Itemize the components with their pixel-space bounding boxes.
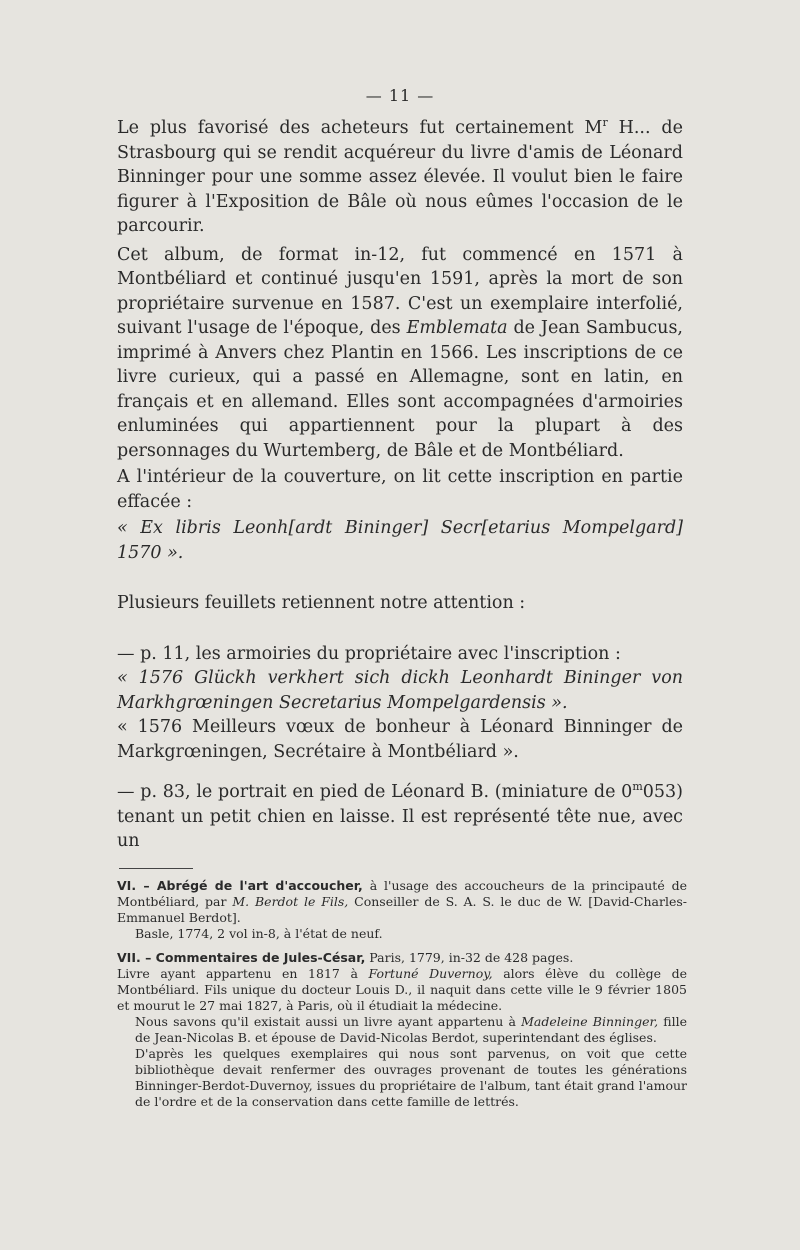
note-vi: VI. – Abrégé de l'art d'accoucher, à l'usage des accoucheurs de la principauté de Montbéliard, par M. Berdot le Fils, Conseiller de S. A. S. le duc de W. [David-Charles-Emmanuel Berdot]. — [117, 878, 688, 925]
translation-quote: « 1576 Meilleurs vœux de bonheur à Léonard Binninger de Markgrœningen, Secrétaire à Montbéliard ». — [117, 717, 683, 762]
paragraph-5: Plusieurs feuillets retiennent notre attention : — [117, 593, 526, 613]
footnotes — [117, 878, 687, 1110]
paragraph-6: — p. 11, les armoiries du propriétaire avec l'inscription : — [117, 643, 621, 664]
note-vii: VII. – Commentaires de Jules-César, Paris, 1779, in-32 de 428 pages. — [117, 950, 574, 965]
paragraph-2: Cet album, de format in-12, fut commencé en 1571 à Montbéliard et continué jusqu'en 1591, après la mort de son propriétaire survenue en 1587. C'est un exemplaire interfolié, suivant l'usage de l'époque, des Emblemata de Jean Sambucus, imprimé à Anvers chez Plantin en 1566. Les inscriptions de ce livre curieux, qui a passé en Allemagne, sont en latin, en français et en allemand. Elles sont accompagnées d'armoiries enluminées qui appartiennent pour la plupart à des personnages du Wurtemberg, de Bâle et de Montbéliard. — [117, 244, 683, 461]
footnote-rule — [119, 868, 193, 869]
paragraph-9: — p. 83, le portrait en pied de Léonard B. (miniature de 0$^m$053) tenant un petit chien en laisse. Il est représenté tête nue, avec un — [117, 780, 683, 851]
note-vi-edition: Basle, 1774, 2 vol in-8, à l'état de neuf. — [135, 926, 383, 941]
page-number: — 11 — — [365, 86, 435, 105]
note-madeleine: Nous savons qu'il existait aussi un livre ayant appartenu à Madeleine Binninger, fille de Jean-Nicolas B. et épouse de David-Nicolas Berdot, superintendant des églises. — [135, 1014, 687, 1045]
note-library: D'après les quelques exemplaires qui nous sont parvenus, on voit que cette bibliothèque devait renfermer des ouvrages provenant de toutes les générations Binninger-Berdot-Duvernoy, issues du propriétaire de l'album, tant était grand l'amour de l'ordre et de la conservation dans cette famille de lettrés. — [135, 1046, 687, 1109]
main-text — [117, 116, 683, 854]
note-vii-provenance: Livre ayant appartenu en 1817 à Fortuné Duvernoy, alors élève du collège de Montbéliard. Fils unique du docteur Louis D., il naquit dans cette ville le 9 février 1805 et mourut le 27 mai 1827, à Paris, où il étudiait la médecine. — [117, 966, 687, 1013]
paragraph-1: Le plus favorisé des acheteurs fut certainement $M^r$ H... de Strasbourg qui se rendit acquéreur du livre d'amis de Léonard Binninger pour une somme assez élevée. Il voulut bien le faire figurer à l'Exposition de Bâle où nous eûmes l'occasion de le parcourir. — [117, 116, 683, 236]
german-quote: « 1576 Glückh verkhert sich dickh Leonhardt Bininger von Markhgrœningen Secretarius Mompelgardensis ». — [117, 668, 683, 713]
paragraph-3: A l'intérieur de la couverture, on lit cette inscription en partie effacée : — [117, 467, 683, 512]
ex-libris-quote: « Ex libris Leonh[ardt Bininger] Secr[etarius Mompelgard] 1570 ». — [117, 518, 683, 563]
